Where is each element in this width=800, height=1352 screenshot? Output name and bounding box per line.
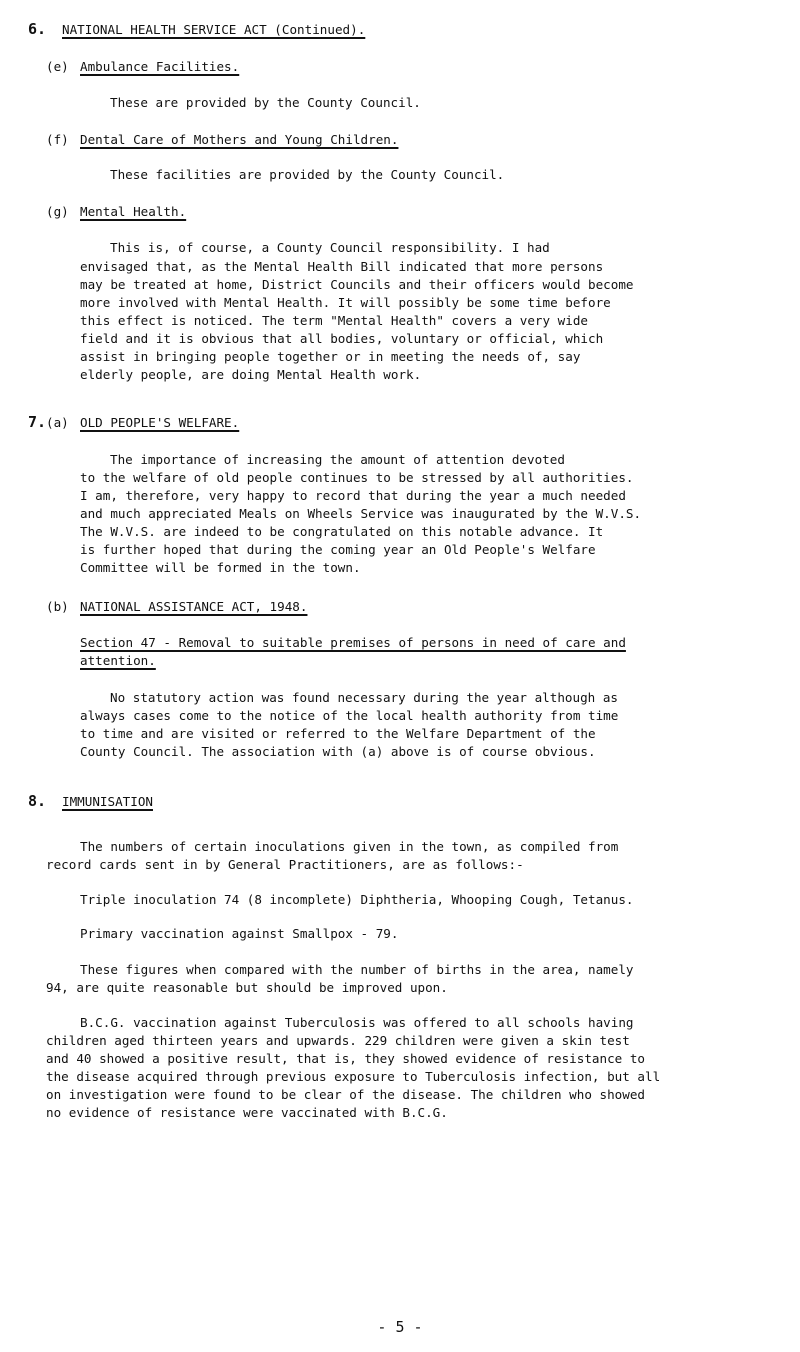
item-e-label: (e) <box>46 59 69 74</box>
page-number: - 5 - <box>377 1318 423 1336</box>
text-line: always cases come to the notice of the local health authority from time <box>80 708 619 723</box>
primary-vaccination-line: Primary vaccination against Smallpox - 79. <box>80 926 399 941</box>
text-line: is further hoped that during the coming year an Old People's Welfare <box>80 542 596 557</box>
item-e-title: Ambulance Facilities. <box>80 59 240 74</box>
item-f-body: These facilities are provided by the County Council. <box>110 167 505 182</box>
text-line: The importance of increasing the amount of attention devoted <box>110 452 565 467</box>
text-line: and much appreciated Meals on Wheels Service was inaugurated by the W.V.S. <box>80 506 642 521</box>
text-line: County Council. The association with (a) above is of course obvious. <box>80 744 596 759</box>
text-line: may be treated at home, District Councils and their officers would become <box>80 277 634 292</box>
item-7b-label: (b) <box>46 599 69 614</box>
text-line: to time and are visited or referred to the Welfare Department of the <box>80 726 596 741</box>
item-7b-title: NATIONAL ASSISTANCE ACT, 1948. <box>80 599 308 614</box>
text-line: I am, therefore, very happy to record that during the year a much needed <box>80 488 626 503</box>
item-g-title: Mental Health. <box>80 204 187 219</box>
text-line: The numbers of certain inoculations given in the town, as compiled from <box>80 839 619 854</box>
text-line: no evidence of resistance were vaccinated with B.C.G. <box>46 1105 448 1120</box>
text-line: These figures when compared with the number of births in the area, namely <box>80 962 634 977</box>
item-f-label: (f) <box>46 132 69 147</box>
text-line: No statutory action was found necessary during the year although as <box>110 690 618 705</box>
text-line: record cards sent in by General Practitioners, are as follows:- <box>46 857 524 872</box>
text-line: children aged thirteen years and upwards. 229 children were given a skin test <box>46 1033 630 1048</box>
item-7b-subtitle-1: Section 47 - Removal to suitable premises of persons in need of care and <box>80 635 626 650</box>
item-e-body: These are provided by the County Council. <box>110 95 421 110</box>
section-8-number: 8. <box>28 792 47 810</box>
item-g-label: (g) <box>46 204 69 219</box>
section-8-heading: IMMUNISATION <box>62 794 153 809</box>
text-line: and 40 showed a positive result, that is, they showed evidence of resistance to <box>46 1051 645 1066</box>
item-f-title: Dental Care of Mothers and Young Children. <box>80 132 399 147</box>
section-6-number: 6. <box>28 20 47 38</box>
section-6-heading: NATIONAL HEALTH SERVICE ACT (Continued). <box>62 22 366 37</box>
text-line: this effect is noticed. The term "Mental Health" covers a very wide <box>80 313 588 328</box>
text-line: This is, of course, a County Council responsibility. I had <box>110 240 550 255</box>
text-line: The W.V.S. are indeed to be congratulated on this notable advance. It <box>80 524 604 539</box>
item-7a-title: OLD PEOPLE'S WELFARE. <box>80 415 240 430</box>
text-line: elderly people, are doing Mental Health work. <box>80 367 422 382</box>
text-line: assist in bringing people together or in meeting the needs of, say <box>80 349 581 364</box>
triple-inoculation-line: Triple inoculation 74 (8 incomplete) Diphtheria, Whooping Cough, Tetanus. <box>80 892 634 907</box>
text-line: more involved with Mental Health. It will possibly be some time before <box>80 295 611 310</box>
text-line: envisaged that, as the Mental Health Bill indicated that more persons <box>80 259 604 274</box>
item-7a-label: (a) <box>46 415 69 430</box>
text-line: the disease acquired through previous exposure to Tuberculosis infection, but all <box>46 1069 661 1084</box>
text-line: field and it is obvious that all bodies, voluntary or official, which <box>80 331 604 346</box>
text-line: Committee will be formed in the town. <box>80 560 361 575</box>
text-line: 94, are quite reasonable but should be improved upon. <box>46 980 448 995</box>
text-line: to the welfare of old people continues to be stressed by all authorities. <box>80 470 634 485</box>
item-7b-subtitle-2: attention. <box>80 653 156 668</box>
text-line: B.C.G. vaccination against Tuberculosis was offered to all schools having <box>80 1015 634 1030</box>
section-7-number: 7. <box>28 413 47 431</box>
text-line: on investigation were found to be clear of the disease. The children who showed <box>46 1087 645 1102</box>
